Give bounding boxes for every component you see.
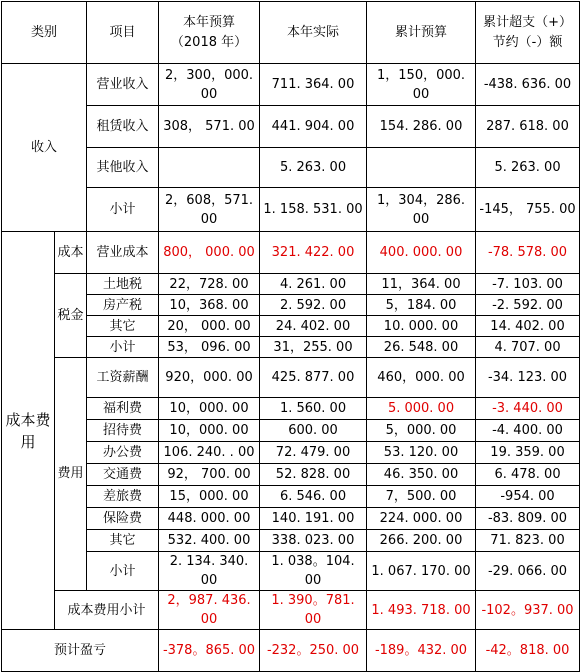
item-label: 成本费用小计 xyxy=(55,591,159,630)
item-label: 营业成本 xyxy=(87,232,159,274)
cell-var: -4. 400. 00 xyxy=(476,420,580,442)
cell-budget: 920，000. 00 xyxy=(159,358,260,398)
cell-actual: 31，255. 00 xyxy=(260,337,367,358)
cell-budget: 15，000. 00 xyxy=(159,486,260,508)
table-row xyxy=(2,530,580,552)
item-label: 营业收入 xyxy=(87,64,159,106)
table-row xyxy=(2,464,580,486)
item-label: 小计 xyxy=(87,188,159,232)
header-variance: 累计超支（+） 节约（-）额 xyxy=(476,2,580,64)
cell-budget: 92， 700. 00 xyxy=(159,464,260,486)
cell-cum: 400. 000. 00 xyxy=(367,232,476,274)
cell-var: -954. 00 xyxy=(476,486,580,508)
cell-actual: 1. 038。104. 00 xyxy=(260,552,367,591)
cell-var: -3. 440. 00 xyxy=(476,398,580,420)
subcategory-cost: 成本 xyxy=(55,232,87,274)
cell-budget: 2，300，000. 00 xyxy=(159,64,260,106)
cell-actual: 1. 158. 531. 00 xyxy=(260,188,367,232)
cell-budget: -378。865. 00 xyxy=(159,630,260,672)
item-label: 福利费 xyxy=(87,398,159,420)
cell-var: -78. 578. 00 xyxy=(476,232,580,274)
table-row xyxy=(2,188,580,232)
cell-cum: 1. 493. 718. 00 xyxy=(367,591,476,630)
item-label: 小计 xyxy=(87,337,159,358)
cell-actual: 600. 00 xyxy=(260,420,367,442)
table-row xyxy=(2,2,580,64)
table-row xyxy=(2,148,580,188)
table-row xyxy=(2,337,580,358)
cell-budget: 53， 096. 00 xyxy=(159,337,260,358)
table-row xyxy=(2,274,580,295)
item-label: 交通费 xyxy=(87,464,159,486)
header-budget: 本年预算 （2018 年） xyxy=(159,2,260,64)
item-label: 差旅费 xyxy=(87,486,159,508)
category-income: 收入 xyxy=(2,64,87,232)
cell-var: -29. 066. 00 xyxy=(476,552,580,591)
cell-cum: -189。432. 00 xyxy=(367,630,476,672)
cell-cum: 224. 000. 00 xyxy=(367,508,476,530)
cell-budget: 532. 400. 00 xyxy=(159,530,260,552)
category-cost: 成本费用 xyxy=(2,232,55,630)
cell-var: 71. 823. 00 xyxy=(476,530,580,552)
cell-actual: 425. 877. 00 xyxy=(260,358,367,398)
table-row xyxy=(2,295,580,316)
header-actual: 本年实际 xyxy=(260,2,367,64)
cell-cum: 53. 120. 00 xyxy=(367,442,476,464)
cell-actual: 2. 592. 00 xyxy=(260,295,367,316)
cell-var: 6. 478. 00 xyxy=(476,464,580,486)
cell-cum: 1. 067. 170. 00 xyxy=(367,552,476,591)
item-label: 土地税 xyxy=(87,274,159,295)
cell-budget: 800， 000. 00 xyxy=(159,232,260,274)
table-row xyxy=(2,106,580,148)
cell-actual: 338. 023. 00 xyxy=(260,530,367,552)
table-row xyxy=(2,64,580,106)
table-row xyxy=(2,552,580,591)
table-row xyxy=(2,358,580,398)
cell-actual: 1. 560. 00 xyxy=(260,398,367,420)
table-row xyxy=(2,508,580,530)
cell-budget: 308， 571. 00 xyxy=(159,106,260,148)
cell-actual: 72. 479. 00 xyxy=(260,442,367,464)
cell-var: 287. 618. 00 xyxy=(476,106,580,148)
cell-actual: 5. 263. 00 xyxy=(260,148,367,188)
cell-cum: 1，304，286. 00 xyxy=(367,188,476,232)
subcategory-fee: 费用 xyxy=(55,358,87,591)
cell-budget: 10，368. 00 xyxy=(159,295,260,316)
item-label: 其它 xyxy=(87,530,159,552)
cell-budget: 10，000. 00 xyxy=(159,398,260,420)
table-row xyxy=(2,420,580,442)
item-label: 房产税 xyxy=(87,295,159,316)
cell-cum: 10. 000. 00 xyxy=(367,316,476,337)
cell-cum: 266. 200. 00 xyxy=(367,530,476,552)
cell-budget: 448. 000. 00 xyxy=(159,508,260,530)
header-category: 类别 xyxy=(2,2,87,64)
cell-var: -145， 755. 00 xyxy=(476,188,580,232)
item-label: 招待费 xyxy=(87,420,159,442)
cell-budget xyxy=(159,148,260,188)
cell-cum: 5，000. 00 xyxy=(367,420,476,442)
cell-budget: 2，608，571. 00 xyxy=(159,188,260,232)
cell-cum: 460，000. 00 xyxy=(367,358,476,398)
cell-var: -438. 636. 00 xyxy=(476,64,580,106)
cell-actual: 711. 364. 00 xyxy=(260,64,367,106)
table-row xyxy=(2,398,580,420)
header-item: 项目 xyxy=(87,2,159,64)
cell-var: 14. 402. 00 xyxy=(476,316,580,337)
cell-actual: 6. 546. 00 xyxy=(260,486,367,508)
cell-var: -42。818. 00 xyxy=(476,630,580,672)
item-label: 工资薪酬 xyxy=(87,358,159,398)
item-label: 小计 xyxy=(87,552,159,591)
table-row xyxy=(2,591,580,630)
cell-budget: 20， 000. 00 xyxy=(159,316,260,337)
cell-var: -83. 809. 00 xyxy=(476,508,580,530)
cell-cum: 46. 350. 00 xyxy=(367,464,476,486)
cell-var: 19. 359. 00 xyxy=(476,442,580,464)
cell-cum: 1，150，000. 00 xyxy=(367,64,476,106)
cell-cum: 5，184. 00 xyxy=(367,295,476,316)
cell-cum: 5. 000. 00 xyxy=(367,398,476,420)
cell-var: -7. 103. 00 xyxy=(476,274,580,295)
cell-budget: 2，987. 436. 00 xyxy=(159,591,260,630)
cell-actual: 441. 904. 00 xyxy=(260,106,367,148)
cell-cum: 26. 548. 00 xyxy=(367,337,476,358)
item-label: 其它 xyxy=(87,316,159,337)
cell-cum: 11，364. 00 xyxy=(367,274,476,295)
cell-cum xyxy=(367,148,476,188)
profit-label: 预计盈亏 xyxy=(2,630,159,672)
cell-budget: 106. 240. . 00 xyxy=(159,442,260,464)
table-row xyxy=(2,442,580,464)
cell-budget: 10，000. 00 xyxy=(159,420,260,442)
cell-actual: 24. 402. 00 xyxy=(260,316,367,337)
cell-actual: 1. 390。781. 00 xyxy=(260,591,367,630)
cell-var: -34. 123. 00 xyxy=(476,358,580,398)
cell-actual: 140. 191. 00 xyxy=(260,508,367,530)
cell-budget: 22，728. 00 xyxy=(159,274,260,295)
cell-actual: 52. 828. 00 xyxy=(260,464,367,486)
item-label: 办公费 xyxy=(87,442,159,464)
cell-actual: 4. 261. 00 xyxy=(260,274,367,295)
cell-cum: 7，500. 00 xyxy=(367,486,476,508)
cell-var: -2. 592. 00 xyxy=(476,295,580,316)
cell-var: -102。937. 00 xyxy=(476,591,580,630)
table-row xyxy=(2,316,580,337)
cell-var: 5. 263. 00 xyxy=(476,148,580,188)
cell-var: 4. 707. 00 xyxy=(476,337,580,358)
item-label: 保险费 xyxy=(87,508,159,530)
cell-cum: 154. 286. 00 xyxy=(367,106,476,148)
subcategory-tax: 税金 xyxy=(55,274,87,358)
table-row xyxy=(2,630,580,672)
cell-actual: -232。250. 00 xyxy=(260,630,367,672)
header-cum-budget: 累计预算 xyxy=(367,2,476,64)
budget-table xyxy=(1,1,580,672)
table-row xyxy=(2,232,580,274)
cell-actual: 321. 422. 00 xyxy=(260,232,367,274)
table-row xyxy=(2,486,580,508)
item-label: 其他收入 xyxy=(87,148,159,188)
item-label: 租赁收入 xyxy=(87,106,159,148)
cell-budget: 2. 134. 340. 00 xyxy=(159,552,260,591)
